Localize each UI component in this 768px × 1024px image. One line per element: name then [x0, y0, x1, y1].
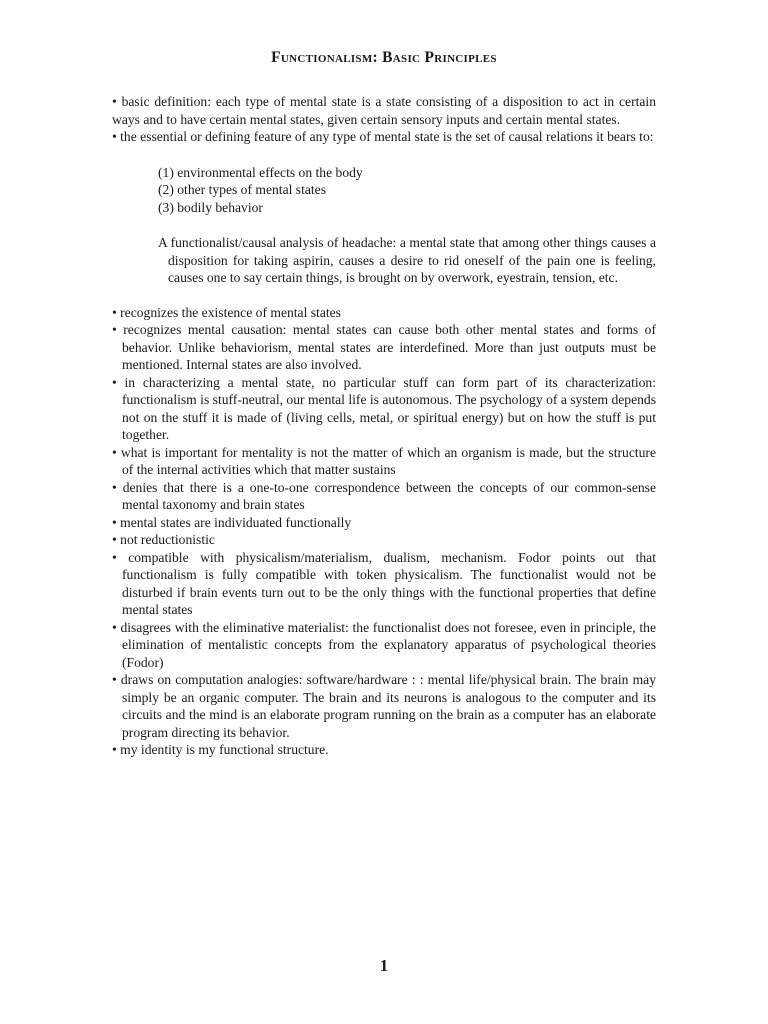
bullet-individuated: • mental states are individuated functionally — [112, 514, 352, 530]
bullet-correspondence: • denies that there is a one-to-one correspondence between the concepts of our common-sense mental taxonomy and brain states — [112, 479, 656, 512]
relation-item-mental-states: (2) other types of mental states — [158, 182, 326, 197]
causal-relations-list — [158, 164, 656, 217]
page-title: Functionalism: Basic Principles — [271, 49, 497, 66]
bullet-defining-feature: • the essential or defining feature of any type of mental state is the set of causal relations it bears to: — [112, 129, 654, 144]
relation-item-behavior: (3) bodily behavior — [158, 199, 263, 215]
bullet-stuff-neutral: • in characterizing a mental state, no particular stuff can form part of its characterization: functionalism is stuff-neutral, our mental life is autonomous. The psychology of a system depends not on the stuff it is made of (living cells, metal, or spiritual energy) but on how the stuff is put together. — [112, 374, 656, 442]
bullet-not-reductionistic: • not reductionistic — [112, 532, 215, 547]
bullet-eliminative: • disagrees with the eliminative materialist: the functionalist does not foresee, even in principle, the elimination of mentalistic concepts from the explanatory apparatus of psychological theories (Fodor) — [112, 619, 656, 670]
headache-example: A functionalist/causal analysis of headache: a mental state that among other things causes a disposition for taking aspirin, causes a desire to rid oneself of the pain one is feeling, causes one to say certain things, is brought on by overwork, eyestrain, tension, etc. — [158, 235, 656, 285]
bullet-existence: • recognizes the existence of mental states — [112, 304, 341, 320]
bullet-compatible: • compatible with physicalism/materialism, dualism, mechanism. Fodor points out that functionalism is fully compatible with token physicalism. The functionalist would not be disturbed if brain events turn out to be the only things with the functional properties that define mental states — [112, 549, 656, 617]
bullet-basic-definition: • basic definition: each type of mental state is a state consisting of a disposition to act in certain ways and to have certain mental states, given certain sensory inputs and certain mental states. — [112, 94, 656, 127]
page-number: 1 — [379, 956, 389, 975]
bullet-identity: • my identity is my functional structure. — [112, 742, 329, 757]
bullet-computation: • draws on computation analogies: software/hardware : : mental life/physical brain. The brain may simply be an organic computer. The brain and its neurons is analogous to the computer and its circuits and the mind is an elaborate program running on the brain as a computer has an elaborate program directing its behavior. — [112, 672, 656, 740]
paragraph-gap — [112, 287, 656, 304]
bullet-structure: • what is important for mentality is not the matter of which an organism is made, but the structure of the internal activities which that matter sustains — [112, 444, 656, 477]
relation-item-environmental: (1) environmental effects on the body — [158, 164, 363, 180]
bullet-mental-causation: • recognizes mental causation: mental states can cause both other mental states and forms of behavior. Unlike behaviorism, mental states are interdefined. More than just outputs must be mentioned. Internal states are also involved. — [112, 322, 656, 372]
document-body — [112, 93, 656, 759]
